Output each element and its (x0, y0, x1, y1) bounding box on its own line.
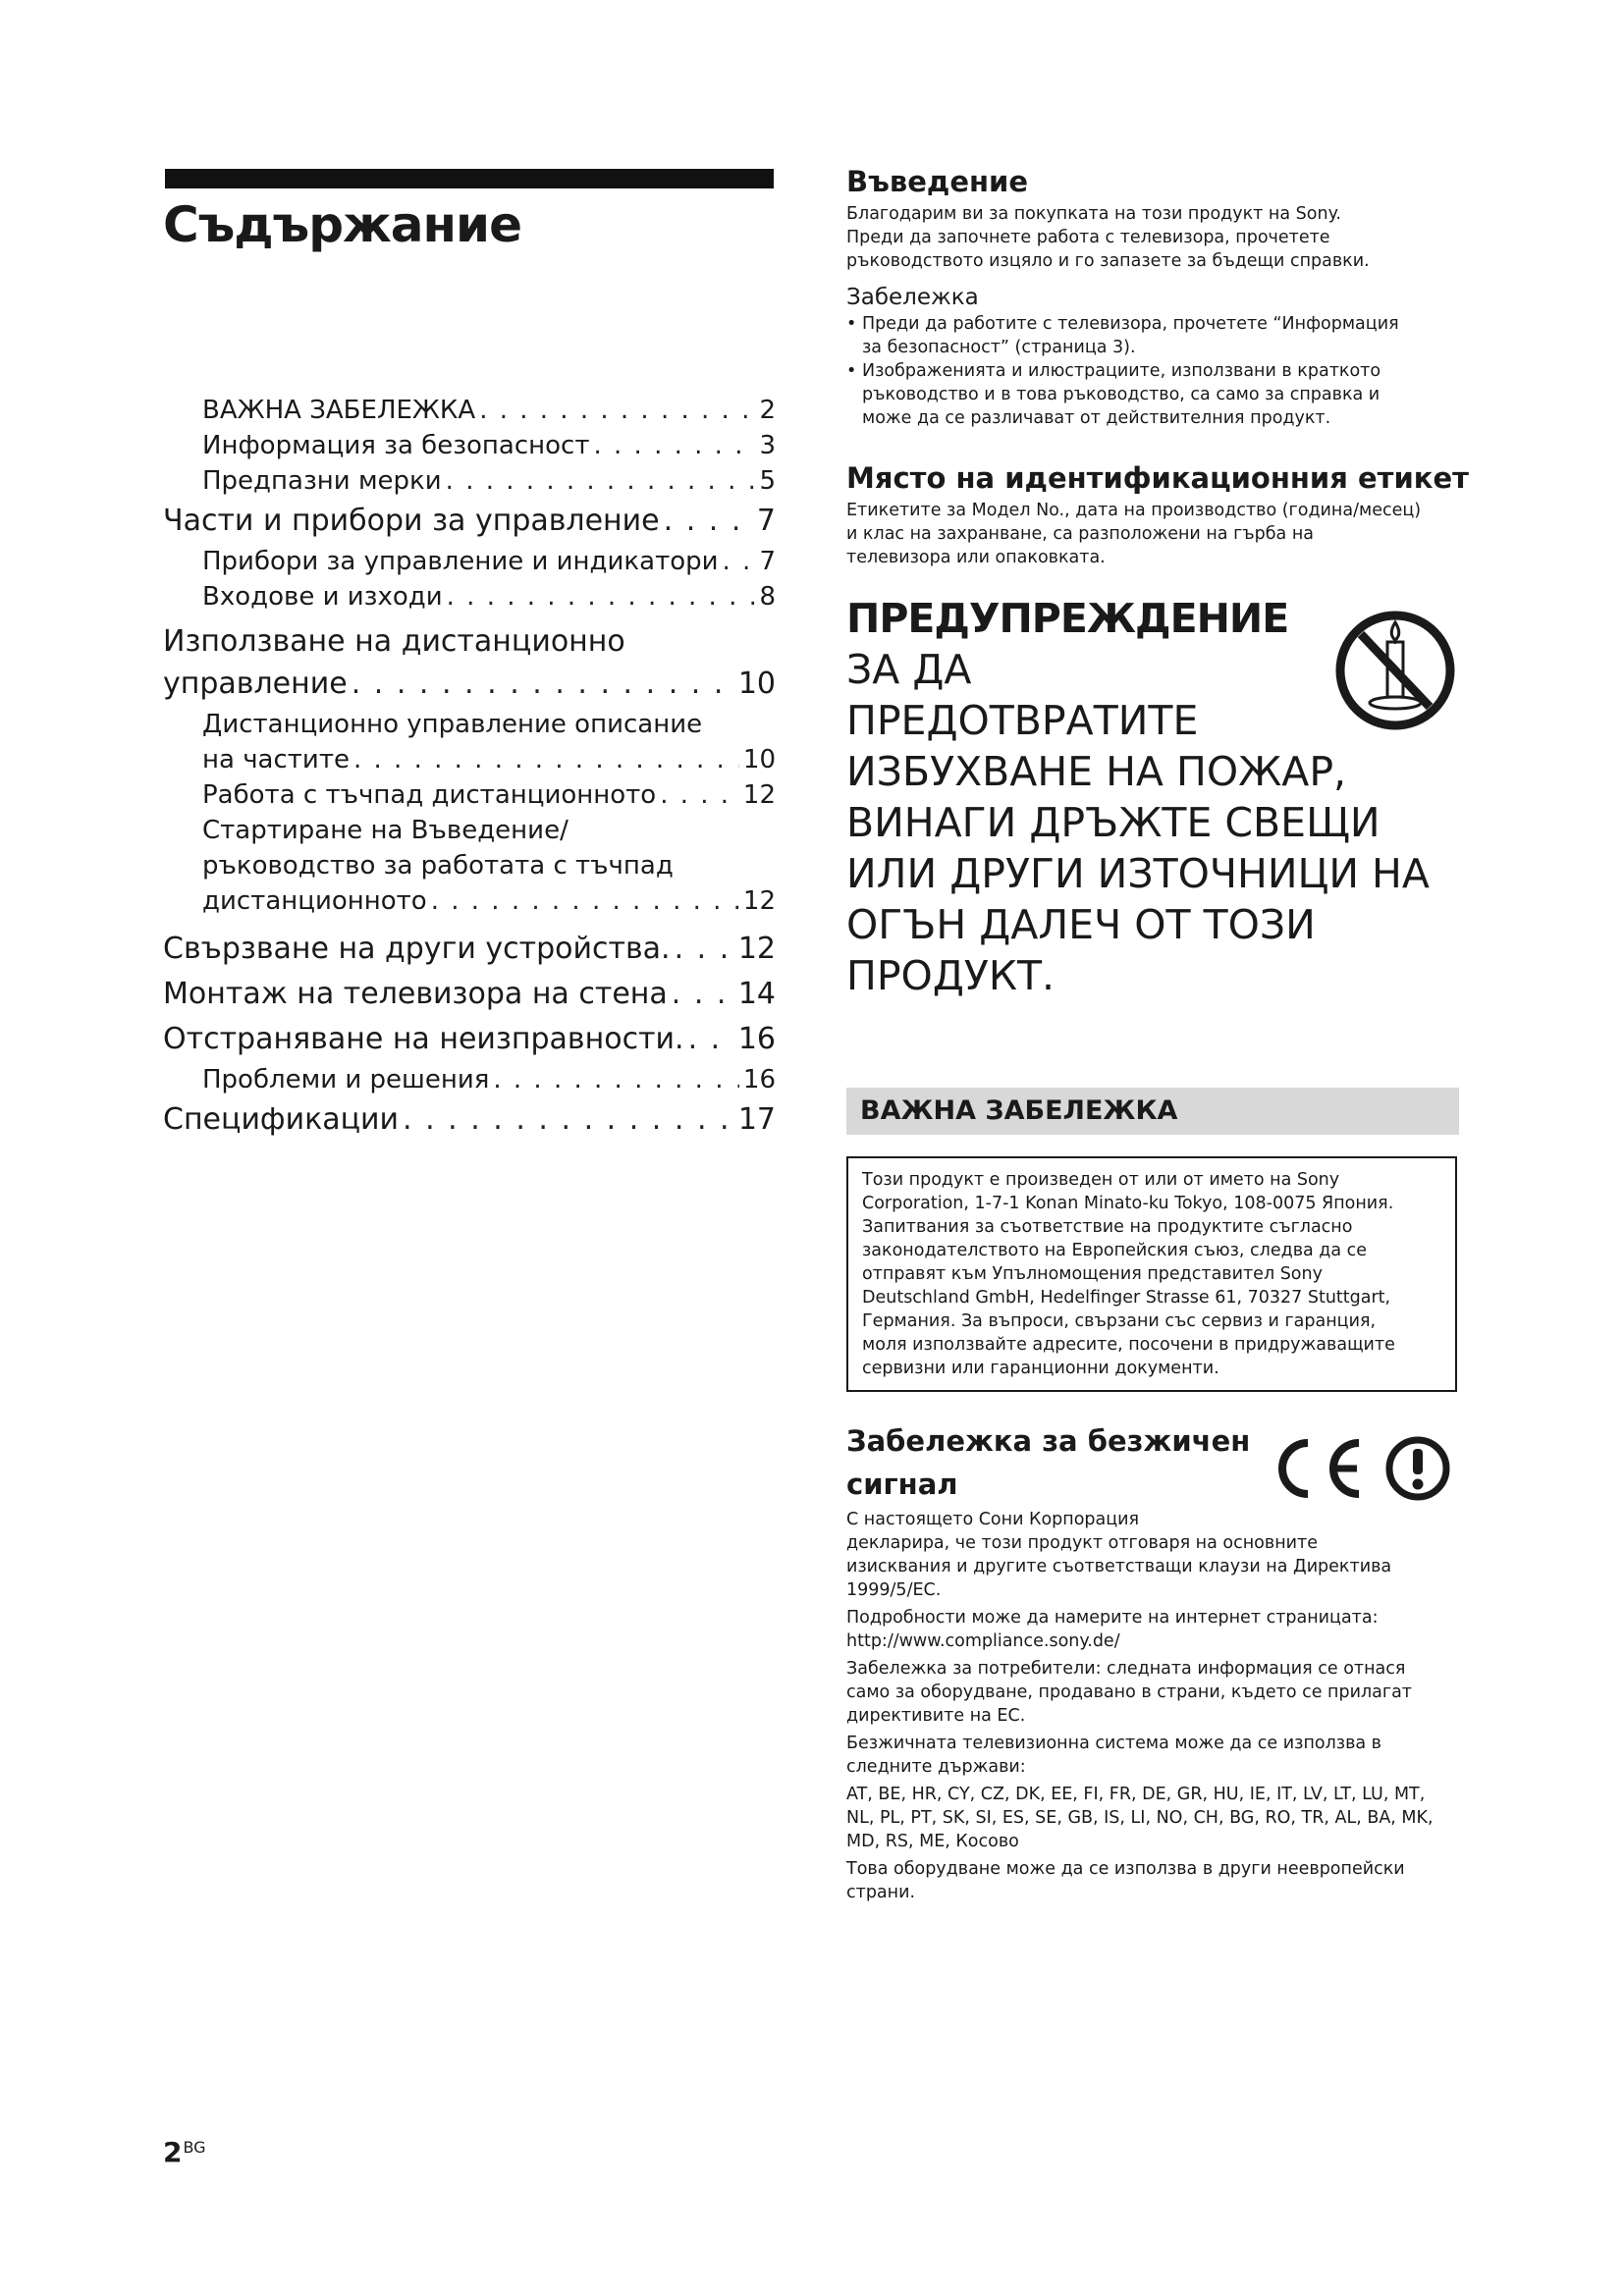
toc-entry-page: 12 (742, 780, 776, 810)
toc-entry[interactable] (163, 544, 776, 579)
wireless-text: С настоящето Сони Корпорация (846, 1510, 1140, 1529)
warning-heading: ПРЕДУПРЕЖДЕНИЕ (846, 595, 1289, 642)
notice-line: сервизни или гаранционни документи. (862, 1359, 1219, 1378)
warning-line: ПРОДУКТ. (846, 952, 1056, 999)
wireless-text: декларира, че този продукт отговаря на основните (846, 1533, 1318, 1553)
important-notice-heading-bar (846, 1088, 1459, 1135)
label-location-heading: Място на идентификационния етикет (846, 461, 1469, 495)
toc-entry-label: ВАЖНА ЗАБЕЛЕЖКА (202, 396, 476, 425)
intro-line: Преди да започнете работа с телевизора, прочетете (846, 228, 1330, 247)
notice-line: законодателството на Европейския съюз, следва да се (862, 1241, 1368, 1260)
intro-line: ръководството изцяло и го запазете за бъдещи справки. (846, 251, 1370, 271)
toc-entry[interactable] (163, 579, 776, 614)
important-notice-box (846, 1156, 1457, 1392)
toc-entry[interactable] (163, 742, 776, 777)
toc-title: Съдържание (163, 196, 521, 253)
toc-entry-label: Части и прибори за управление (163, 504, 660, 538)
wireless-text: Това оборудване може да се използва в други неевропейски (846, 1859, 1405, 1879)
note-heading: Забележка (846, 285, 979, 310)
wireless-text: изисквания и другите съответстващи клаузи на Директива (846, 1557, 1392, 1576)
toc-entry-page: 14 (737, 977, 776, 1011)
notice-line: Запитвания за съответствие на продуктите съгласно (862, 1217, 1353, 1237)
wireless-text: страни. (846, 1883, 916, 1902)
toc-entry-label: на частите (202, 745, 350, 774)
toc-entry-label: Спецификации (163, 1102, 399, 1137)
wireless-heading-line: сигнал (846, 1468, 958, 1501)
toc-entry-page: 16 (737, 1022, 776, 1056)
toc-entry-page: 12 (737, 932, 776, 966)
toc-entry[interactable] (163, 972, 776, 1017)
label-location-line: Етикетите за Модел No., дата на производство (година/месец) (846, 501, 1422, 520)
note-bullet-line: може да се различават от действителния продукт. (862, 408, 1331, 428)
country-list: AT, BE, HR, CY, CZ, DK, EE, FI, FR, DE, GR, HU, IE, IT, LV, LT, LU, MT, (846, 1785, 1426, 1804)
notice-line: Corporation, 1-7-1 Konan Minato-ku Tokyo, 108-0075 Япония. (862, 1194, 1394, 1213)
notice-line: Германия. За въпроси, свързани със сервиз и гаранция, (862, 1311, 1377, 1331)
toc-entry-label: Свързване на други устройства. (163, 932, 671, 966)
toc-entry-page: 8 (759, 582, 776, 612)
toc-entry-page: 2 (759, 396, 776, 425)
note-bullet (846, 312, 1463, 359)
toc-entry-page: 17 (737, 1102, 776, 1137)
note-bullet-line: за безопасност” (страница 3). (862, 338, 1136, 357)
toc-entry-page: 3 (759, 431, 776, 460)
toc-entry[interactable] (163, 777, 776, 813)
toc-entry-label: Входове и изходи (202, 582, 443, 612)
wireless-text: Безжичната телевизионна система може да се използва в (846, 1734, 1381, 1753)
ce-mark-icon (1261, 1435, 1367, 1502)
warning-line: ИЗБУХВАНЕ НА ПОЖАР, (846, 748, 1347, 795)
wireless-text: Забележка за потребители: следната информация се отнася (846, 1659, 1406, 1679)
wireless-text: само за оборудване, продавано в страни, където се прилагат (846, 1682, 1413, 1702)
wireless-section (846, 1419, 1463, 1904)
country-list: MD, RS, ME, Косово (846, 1832, 1019, 1851)
toc-entry-line[interactable]: Използване на дистанционно (163, 624, 625, 659)
toc-entry[interactable] (163, 1017, 776, 1062)
no-candle-icon (1333, 609, 1457, 732)
toc-entry[interactable] (163, 428, 776, 463)
toc-entry-label: Прибори за управление и индикатори (202, 547, 719, 576)
label-location-line: телевизора или опаковката. (846, 548, 1106, 567)
toc-entry[interactable] (163, 393, 776, 428)
toc-entry-page: 7 (756, 504, 776, 538)
toc-entry-page: 10 (737, 667, 776, 701)
label-location-line: и клас на захранване, са разположени на гърба на (846, 524, 1314, 544)
toc-entry-label: Монтаж на телевизора на стена (163, 977, 668, 1011)
toc-entry-label: управление (163, 667, 348, 701)
toc-entry-page: 5 (759, 466, 776, 496)
notice-line: Deutschland GmbH, Hedelfinger Strasse 61, 70327 Stuttgart, (862, 1288, 1391, 1308)
toc-entry[interactable] (163, 1097, 776, 1143)
toc-entry-page: 16 (742, 1065, 776, 1095)
country-list: NL, PL, PT, SK, SI, ES, SE, GB, IS, LI, NO, CH, BG, RO, TR, AL, BA, MK, (846, 1808, 1434, 1828)
warning-line: ВИНАГИ ДРЪЖТЕ СВЕЩИ (846, 799, 1380, 846)
toc-entry-label: Предпазни мерки (202, 466, 442, 496)
warning-line: ЗА ДА (846, 646, 972, 693)
wireless-text: 1999/5/EC. (846, 1580, 942, 1600)
toc-entry-label: Информация за безопасност (202, 431, 590, 460)
toc-entry[interactable] (163, 883, 776, 919)
toc-entry[interactable] (163, 463, 776, 499)
toc-entry[interactable] (163, 499, 776, 544)
toc-entry[interactable] (163, 927, 776, 972)
compliance-link[interactable]: http://www.compliance.sony.de/ (846, 1631, 1120, 1651)
note-bullet-line: • Преди да работите с телевизора, прочетете “Информация (862, 314, 1399, 334)
wireless-text: директивите на ЕС. (846, 1706, 1026, 1726)
toc-entry-label: дистанционното (202, 886, 427, 916)
toc-entry[interactable] (163, 1062, 776, 1097)
page-language-suffix: BG (183, 2138, 206, 2157)
toc-entry-page: 10 (742, 745, 776, 774)
notice-line: моля използвайте адресите, посочени в придружаващите (862, 1335, 1395, 1355)
toc-entry-line[interactable]: ръководство за работата с тъчпад (202, 851, 674, 881)
intro-heading: Въведение (846, 165, 1029, 198)
page-number (163, 2136, 206, 2168)
wireless-heading-line: Забележка за безжичен (846, 1424, 1251, 1458)
toc-entry-page: 12 (742, 886, 776, 916)
toc-entry-label: Отстраняване на неизправности. (163, 1022, 684, 1056)
table-of-contents (163, 393, 776, 1143)
intro-section (846, 165, 1463, 430)
toc-entry-line[interactable]: Дистанционно управление описание (202, 710, 703, 739)
wireless-text: следните държави: (846, 1757, 1026, 1777)
title-rule (165, 169, 774, 188)
warning-line: ПРЕДОТВРАТИТЕ (846, 697, 1199, 744)
label-location-section (846, 461, 1469, 569)
warning-line: ОГЪН ДАЛЕЧ ОТ ТОЗИ (846, 901, 1316, 948)
toc-entry-label: Проблеми и решения (202, 1065, 490, 1095)
toc-entry-label: Работа с тъчпад дистанционното (202, 780, 657, 810)
toc-entry-line[interactable]: Стартиране на Въведение/ (202, 816, 568, 845)
toc-entry-page: 7 (759, 547, 776, 576)
toc-entry[interactable] (163, 662, 776, 707)
warning-line: ИЛИ ДРУГИ ИЗТОЧНИЦИ НА (846, 850, 1430, 897)
note-bullet (846, 359, 1463, 430)
notice-line: Този продукт е произведен от или от името на Sony (862, 1170, 1340, 1190)
note-bullet-line: • Изображенията и илюстрациите, използвани в краткото (862, 361, 1381, 381)
wireless-text: Подробности може да намерите на интернет страницата: (846, 1608, 1379, 1628)
page-number-value: 2 (163, 2136, 183, 2168)
notice-line: отправят към Упълномощения представител Sony (862, 1264, 1323, 1284)
note-bullet-line: ръководство и в това ръководство, са само за справка и (862, 385, 1380, 404)
intro-line: Благодарим ви за покупката на този продукт на Sony. (846, 204, 1341, 224)
alert-circle-icon (1384, 1435, 1451, 1502)
important-notice-heading: ВАЖНА ЗАБЕЛЕЖКА (860, 1095, 1178, 1126)
